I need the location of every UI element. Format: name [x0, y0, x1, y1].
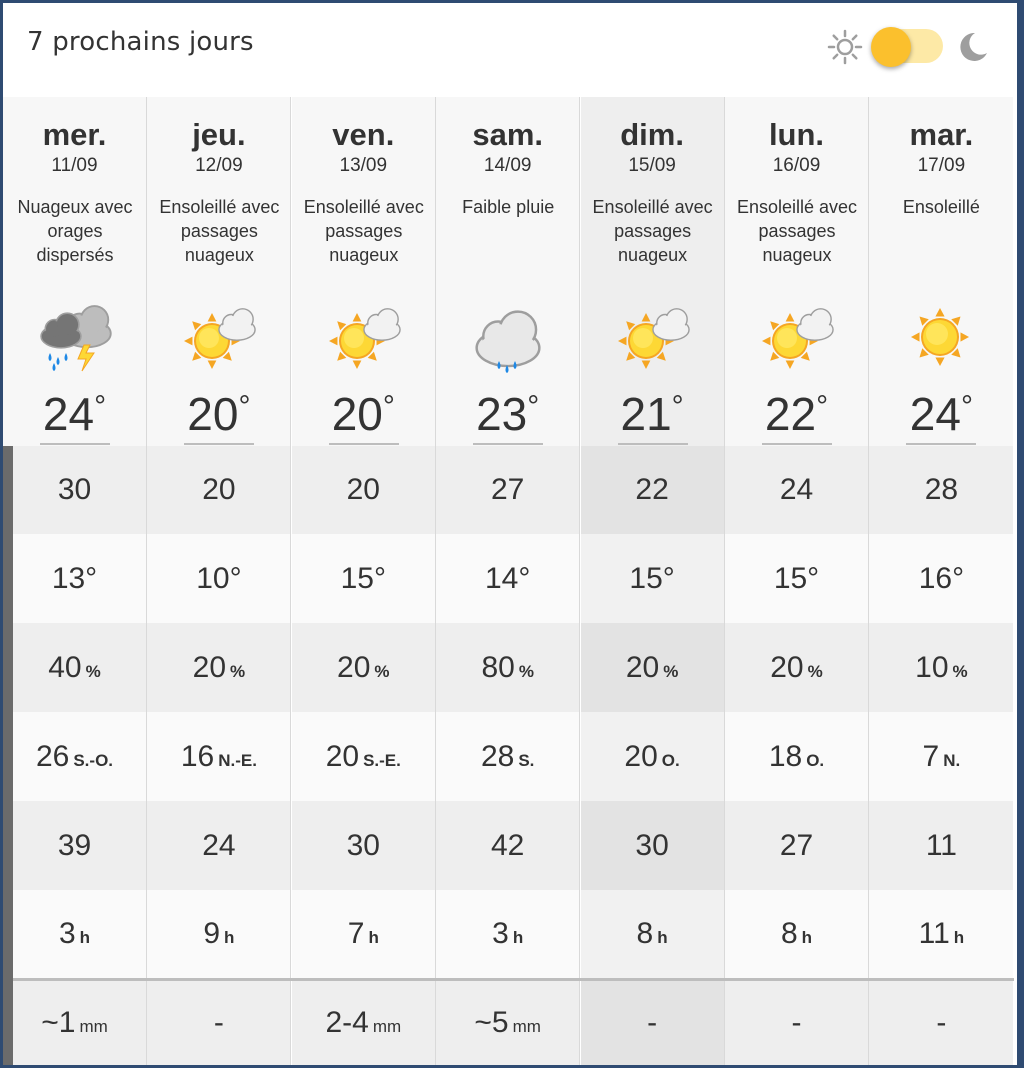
wind: 7 N.: [869, 712, 1013, 801]
wind-direction: N.-E.: [218, 751, 257, 770]
precipitation: -: [725, 981, 868, 1065]
row-value-5: 11: [869, 801, 1013, 890]
hours-unit: h: [953, 928, 965, 947]
max-temperature: 20°: [187, 388, 251, 440]
weather-icon: [614, 301, 690, 373]
row-value-5: 24: [147, 801, 290, 890]
rain-chance: 40 %: [3, 623, 146, 712]
wind: 18 O.: [725, 712, 868, 801]
day-column-14-09[interactable]: [436, 97, 580, 1065]
hours-unit: h: [79, 928, 91, 947]
percent-unit: %: [663, 662, 679, 681]
day-name: jeu.: [192, 117, 246, 152]
max-temperature: 23°: [476, 388, 540, 440]
hours-unit: h: [512, 928, 524, 947]
precipitation: ~5 mm: [436, 981, 579, 1065]
degree-symbol: °: [816, 390, 829, 423]
wind-direction: N.: [943, 751, 961, 770]
precipitation: -: [869, 981, 1013, 1065]
degree-symbol: °: [382, 390, 395, 423]
wind-direction: O.: [661, 751, 680, 770]
precip-unit: mm: [512, 1017, 541, 1036]
min-temperature: 10°: [147, 534, 290, 623]
rain-chance: 20 %: [581, 623, 724, 712]
day-description: Ensoleillé avec passages nuageux: [592, 197, 713, 265]
row-value-5: 30: [581, 801, 724, 890]
day-summary: [869, 97, 1013, 446]
row-value-5: 42: [436, 801, 579, 890]
toggle-knob[interactable]: [871, 27, 911, 67]
wind: 26 S.-O.: [3, 712, 146, 801]
day-date: 12/09: [195, 155, 243, 176]
wind-direction: S.-E.: [363, 751, 401, 770]
wind: 28 S.: [436, 712, 579, 801]
percent-unit: %: [230, 662, 246, 681]
min-temperature: 15°: [292, 534, 435, 623]
sunshine-hours: 3 h: [3, 890, 146, 978]
max-temperature: 24°: [909, 388, 973, 440]
day-name: lun.: [768, 117, 825, 152]
percent-unit: %: [952, 662, 968, 681]
day-summary: [292, 97, 435, 446]
forecast-widget: [3, 3, 1017, 1065]
row-value-1: 22: [581, 446, 724, 534]
wind: 20 S.-E.: [292, 712, 435, 801]
day-description: Nuageux avec orages dispersés: [17, 197, 133, 265]
degree-symbol: °: [960, 390, 973, 423]
day-summary: [3, 97, 146, 446]
hours-unit: h: [657, 928, 668, 947]
sunshine-hours: 9 h: [147, 890, 290, 978]
day-name: mar.: [909, 117, 974, 152]
day-name: dim.: [620, 117, 684, 152]
rain-chance: 80 %: [436, 623, 579, 712]
wind-direction: S.-O.: [73, 751, 114, 770]
row-value-5: 39: [3, 801, 146, 890]
thunderstorm-icon: [36, 301, 112, 373]
day-column-11-09[interactable]: [3, 97, 147, 1065]
day-column-13-09[interactable]: [292, 97, 436, 1065]
hours-unit: h: [368, 928, 379, 947]
sunshine-hours: 7 h: [292, 890, 435, 978]
temperature-underline: [762, 443, 832, 445]
temperature-underline: [329, 443, 399, 445]
row-value-1: 27: [436, 446, 579, 534]
day-column-12-09[interactable]: [147, 97, 291, 1065]
rain-chance: 20 %: [292, 623, 435, 712]
moon-icon[interactable]: [951, 27, 991, 67]
day-description: Ensoleillé: [902, 197, 980, 217]
max-temperature: 20°: [331, 388, 395, 440]
day-date: 11/09: [51, 155, 98, 176]
divider: [13, 978, 1014, 981]
rain-chance: 10 %: [869, 623, 1013, 712]
temperature-underline: [906, 443, 976, 445]
row-value-1: 20: [147, 446, 290, 534]
temperature-underline: [618, 443, 688, 445]
degree-symbol: °: [671, 390, 684, 423]
percent-unit: %: [518, 662, 534, 681]
max-temperature: 21°: [620, 388, 684, 440]
percent-unit: %: [374, 662, 390, 681]
day-summary: [147, 97, 290, 446]
degree-symbol: °: [94, 390, 107, 423]
day-description: Ensoleillé avec passages nuageux: [159, 197, 280, 265]
rain-chance: 20 %: [725, 623, 868, 712]
theme-toggle[interactable]: [873, 29, 943, 63]
wind: 16 N.-E.: [147, 712, 290, 801]
row-value-1: 30: [3, 446, 146, 534]
forecast-grid: [3, 97, 1014, 1065]
weather-icon: [469, 301, 545, 373]
day-description: Faible pluie: [462, 197, 555, 217]
wind: 20 O.: [581, 712, 724, 801]
min-temperature: 15°: [725, 534, 868, 623]
precip-unit: mm: [372, 1017, 402, 1036]
wind-direction: O.: [806, 751, 825, 770]
temperature-underline: [184, 443, 254, 445]
weather-icon: [758, 301, 834, 373]
row-labels-sidebar: [3, 446, 13, 1065]
wind-direction: S.: [518, 751, 535, 770]
sunshine-hours: 3 h: [436, 890, 579, 978]
day-column-17-09[interactable]: [869, 97, 1013, 1065]
precipitation: -: [147, 981, 290, 1065]
partly-cloudy-icon: [180, 301, 256, 373]
day-summary: [581, 97, 724, 446]
day-summary: [725, 97, 868, 446]
row-value-1: 20: [292, 446, 435, 534]
temperature-underline: [473, 443, 543, 445]
row-value-1: 28: [869, 446, 1013, 534]
day-column-16-09[interactable]: [725, 97, 869, 1065]
sunny-icon: [902, 301, 978, 373]
day-description: Ensoleillé avec passages nuageux: [736, 197, 858, 265]
precipitation: 2-4 mm: [292, 981, 435, 1065]
weather-icon: [325, 301, 401, 373]
day-date: 13/09: [339, 155, 388, 176]
page-title: 7 prochains jours: [27, 27, 254, 57]
day-name: ven.: [332, 117, 395, 152]
row-value-1: 24: [725, 446, 868, 534]
sunshine-hours: 11 h: [869, 890, 1013, 978]
degree-symbol: °: [527, 390, 540, 423]
partly-cloudy-icon: [325, 301, 401, 373]
day-date: 17/09: [917, 155, 966, 176]
day-summary: [436, 97, 579, 446]
hours-unit: h: [801, 928, 813, 947]
day-date: 15/09: [628, 155, 676, 176]
weather-icon: [902, 301, 978, 373]
day-description: Ensoleillé avec passages nuageux: [303, 197, 424, 265]
sun-icon[interactable]: [825, 27, 865, 67]
hours-unit: h: [224, 928, 235, 947]
sunshine-hours: 8 h: [581, 890, 724, 978]
partly-cloudy-icon: [614, 301, 690, 373]
rain-chance: 20 %: [147, 623, 290, 712]
weather-icon: [36, 301, 112, 373]
min-temperature: 13°: [3, 534, 146, 623]
partly-cloudy-icon: [758, 301, 834, 373]
header: [3, 3, 1017, 97]
day-name: sam.: [472, 117, 544, 152]
percent-unit: %: [807, 662, 823, 681]
day-date: 16/09: [772, 155, 821, 176]
light-rain-icon: [469, 301, 545, 373]
sunshine-hours: 8 h: [725, 890, 868, 978]
precipitation: ~1 mm: [3, 981, 146, 1065]
max-temperature: 24°: [42, 388, 107, 440]
day-date: 14/09: [483, 155, 532, 176]
percent-unit: %: [85, 662, 101, 681]
min-temperature: 14°: [436, 534, 579, 623]
day-name: mer.: [42, 117, 107, 152]
row-value-5: 30: [292, 801, 435, 890]
row-value-5: 27: [725, 801, 868, 890]
precip-unit: mm: [79, 1017, 108, 1036]
weather-icon: [180, 301, 256, 373]
temperature-underline: [40, 443, 110, 445]
max-temperature: 22°: [764, 388, 829, 440]
min-temperature: 16°: [869, 534, 1013, 623]
degree-symbol: °: [238, 390, 251, 423]
min-temperature: 15°: [581, 534, 724, 623]
precipitation: -: [581, 981, 724, 1065]
day-column-15-09[interactable]: [581, 97, 725, 1065]
